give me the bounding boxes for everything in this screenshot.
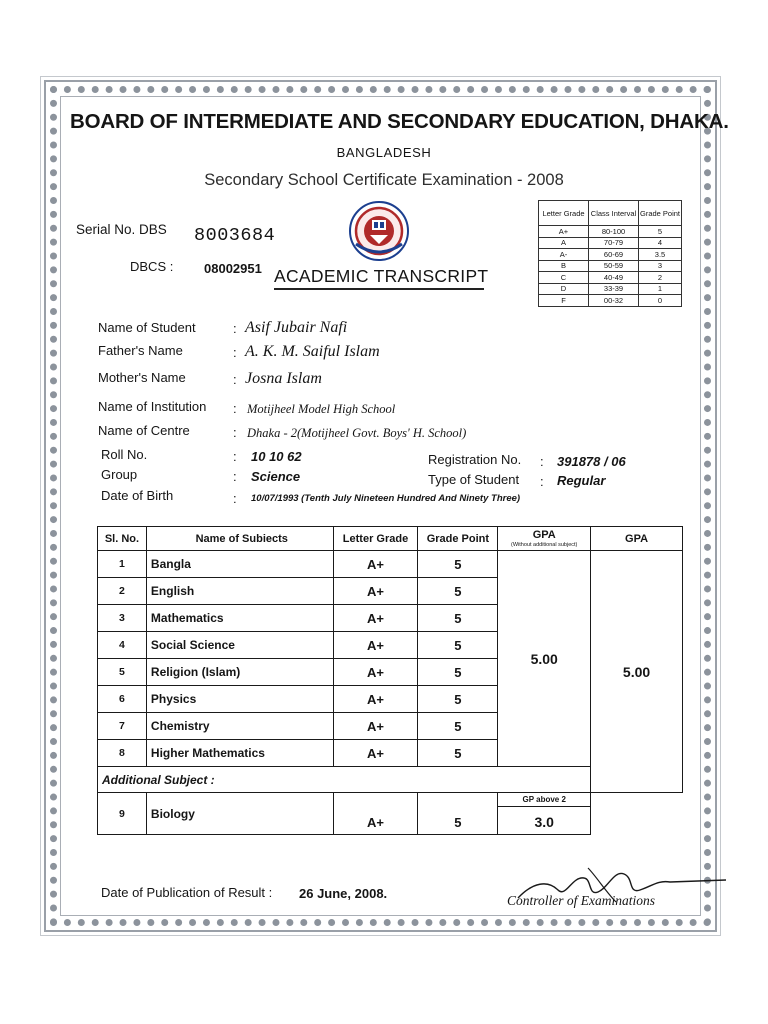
scale-row xyxy=(539,295,682,307)
scale-row xyxy=(539,260,682,272)
scale-header-point: Grade Point xyxy=(639,201,682,226)
colon: : xyxy=(233,401,237,416)
header-grade-point: Grade Point xyxy=(418,527,498,551)
row-grade-point: 5 xyxy=(418,551,498,578)
row-serial: 5 xyxy=(98,659,147,686)
grade-scale-table xyxy=(538,200,682,307)
colon: : xyxy=(233,469,237,484)
transcript-underline xyxy=(274,288,484,290)
dob-label: Date of Birth xyxy=(101,488,174,503)
gp-above-cell xyxy=(498,793,591,835)
table-row xyxy=(98,793,683,835)
student-type: Regular xyxy=(557,473,606,488)
row-letter-grade: A+ xyxy=(333,740,418,767)
date-of-birth: 10/07/1993 (Tenth July Nineteen Hundred And Ninety Three) xyxy=(251,493,521,504)
row-grade-point: 5 xyxy=(418,605,498,632)
scale-grade: F xyxy=(539,295,589,307)
scale-interval: 40-49 xyxy=(589,272,639,284)
row-serial: 4 xyxy=(98,632,147,659)
scale-grade: A- xyxy=(539,249,589,261)
scale-row xyxy=(539,272,682,284)
serial-value: 8003684 xyxy=(194,225,276,246)
row-grade-point: 5 xyxy=(418,578,498,605)
scale-row xyxy=(539,249,682,261)
row-serial: 8 xyxy=(98,740,147,767)
colon: : xyxy=(233,425,237,440)
student-name: Asif Jubair Nafi xyxy=(245,319,348,336)
scale-point: 2 xyxy=(639,272,682,284)
row-grade-point: 5 xyxy=(418,713,498,740)
dbcs-label: DBCS : xyxy=(130,259,174,274)
scale-grade: D xyxy=(539,283,589,295)
transcript-title: ACADEMIC TRANSCRIPT xyxy=(274,266,489,286)
student-type-label: Type of Student xyxy=(428,472,520,487)
row-subject: Social Science xyxy=(146,632,333,659)
row-letter-grade: A+ xyxy=(333,578,418,605)
scale-row xyxy=(539,237,682,249)
row-serial: 1 xyxy=(98,551,147,578)
scale-grade: A+ xyxy=(539,226,589,238)
header-gpa-without-label: GPA xyxy=(532,529,556,541)
row-serial: 2 xyxy=(98,578,147,605)
institution-label: Name of Institution xyxy=(98,399,207,414)
row-serial: 3 xyxy=(98,605,147,632)
scale-grade: B xyxy=(539,260,589,272)
gpa-without-additional-text: 5.00 xyxy=(530,650,558,667)
colon: : xyxy=(233,345,237,360)
scale-grade: C xyxy=(539,272,589,284)
scale-interval: 50-59 xyxy=(589,260,639,272)
result-table xyxy=(97,526,683,835)
row-letter-grade: A+ xyxy=(333,713,418,740)
row-subject: Mathematics xyxy=(146,605,333,632)
header-serial: Sl. No. xyxy=(98,527,147,551)
country-name: BANGLADESH xyxy=(336,145,432,160)
row-letter-grade: A+ xyxy=(333,659,418,686)
centre-label: Name of Centre xyxy=(98,423,190,438)
centre-name: Dhaka - 2(Motijheel Govt. Boys' H. School) xyxy=(247,426,467,440)
additional-subject-label: Additional Subject : xyxy=(98,767,591,793)
publication-date: 26 June, 2008. xyxy=(299,886,388,901)
row-serial: 6 xyxy=(98,686,147,713)
row-subject: Physics xyxy=(146,686,333,713)
mother-name-label: Mother's Name xyxy=(98,370,186,385)
colon: : xyxy=(540,454,544,469)
row-letter-grade: A+ xyxy=(333,551,418,578)
scale-point: 0 xyxy=(639,295,682,307)
scale-point: 4 xyxy=(639,237,682,249)
row-subject: English xyxy=(146,578,333,605)
colon: : xyxy=(233,449,237,464)
father-name: A. K. M. Saiful Islam xyxy=(245,343,380,360)
row-letter-grade: A+ xyxy=(333,605,418,632)
row-serial: 9 xyxy=(98,793,147,835)
roll-number: 10 10 62 xyxy=(251,449,302,464)
scale-interval: 33-39 xyxy=(589,283,639,295)
row-subject: Biology xyxy=(146,793,333,835)
controller-title: Controller of Examinations xyxy=(507,893,655,908)
scale-point: 5 xyxy=(639,226,682,238)
serial-label: Serial No. DBS xyxy=(76,222,167,237)
scale-point: 3 xyxy=(639,260,682,272)
scale-grade: A xyxy=(539,237,589,249)
header-gpa-without-additional xyxy=(498,527,591,551)
scale-interval: 60-69 xyxy=(589,249,639,261)
publication-label: Date of Publication of Result : xyxy=(101,885,273,900)
father-name-label: Father's Name xyxy=(98,343,183,358)
gpa-text: 5.00 xyxy=(622,663,651,680)
registration-number: 391878 / 06 xyxy=(557,454,626,469)
row-grade-point: 5 xyxy=(418,632,498,659)
colon: : xyxy=(233,372,237,387)
scale-interval: 80-100 xyxy=(589,226,639,238)
scale-interval: 70-79 xyxy=(589,237,639,249)
institution-name: Motijheel Model High School xyxy=(247,402,396,416)
roll-label: Roll No. xyxy=(101,447,148,462)
table-row xyxy=(98,551,683,578)
registration-label: Registration No. xyxy=(428,452,522,467)
board-seal-icon xyxy=(348,200,410,262)
gpa-without-additional-value xyxy=(498,551,591,767)
row-subject: Higher Mathematics xyxy=(146,740,333,767)
header-gpa-without-note: (Without additional subject) xyxy=(511,542,578,548)
gpa-value xyxy=(591,551,683,793)
gp-above-label: GP above 2 xyxy=(498,793,590,807)
scale-header-letter: Letter Grade xyxy=(539,201,589,226)
header-letter-grade: Letter Grade xyxy=(333,527,418,551)
board-title: BOARD OF INTERMEDIATE AND SECONDARY EDUCATION, DHAKA. xyxy=(70,110,729,133)
row-letter-grade: A+ xyxy=(333,686,418,713)
student-name-label: Name of Student xyxy=(98,320,196,335)
row-grade-point: 5 xyxy=(418,740,498,767)
scale-row xyxy=(539,283,682,295)
scale-interval: 00-32 xyxy=(589,295,639,307)
dbcs-value: 08002951 xyxy=(204,261,262,276)
gp-above-value: 3.0 xyxy=(534,814,554,830)
row-letter-grade: A+ xyxy=(333,793,418,835)
row-subject: Bangla xyxy=(146,551,333,578)
mother-name: Josna Islam xyxy=(245,370,322,387)
row-subject: Chemistry xyxy=(146,713,333,740)
colon: : xyxy=(233,321,237,336)
colon: : xyxy=(233,491,237,506)
group-label: Group xyxy=(101,467,138,482)
scale-point: 3.5 xyxy=(639,249,682,261)
row-serial: 7 xyxy=(98,713,147,740)
row-subject: Religion (Islam) xyxy=(146,659,333,686)
colon: : xyxy=(540,474,544,489)
row-grade-point: 5 xyxy=(418,793,498,835)
header-gpa: GPA xyxy=(591,527,683,551)
group-value: Science xyxy=(251,469,301,484)
scale-point: 1 xyxy=(639,283,682,295)
scale-row xyxy=(539,226,682,238)
exam-title: Secondary School Certificate Examination - 2008 xyxy=(204,171,564,189)
row-grade-point: 5 xyxy=(418,659,498,686)
row-letter-grade: A+ xyxy=(333,632,418,659)
scale-header-interval: Class Interval xyxy=(589,201,639,226)
row-grade-point: 5 xyxy=(418,686,498,713)
header-subject: Name of Subiects xyxy=(146,527,333,551)
